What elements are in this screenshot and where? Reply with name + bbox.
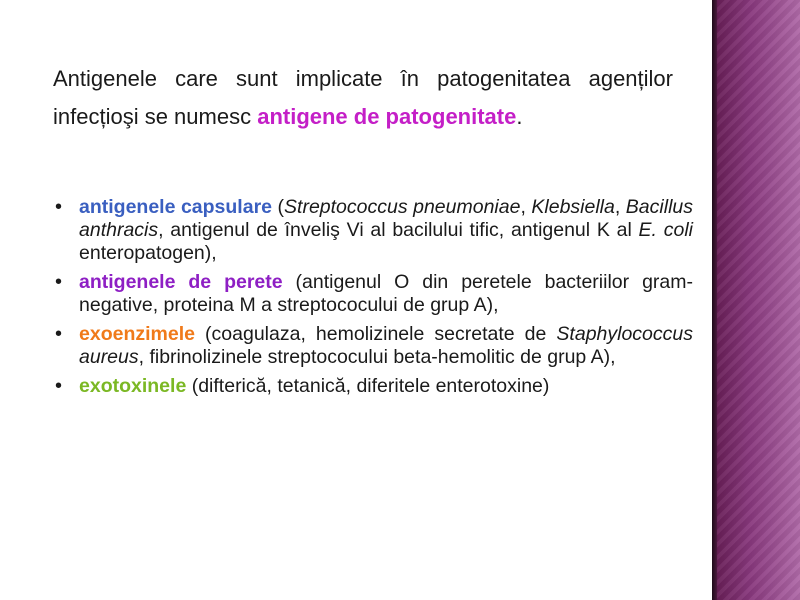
text-segment: , xyxy=(614,196,626,218)
species-name: Staphylococcus aureus xyxy=(79,323,693,368)
decorative-side-panel xyxy=(712,0,800,600)
term-exoenzymes: exoenzimele xyxy=(79,323,195,345)
text-segment: , antigenul de înveliş Vi al bacilului tific, antigenul K al xyxy=(158,219,639,241)
intro-highlight: antigene de patogenitate xyxy=(257,104,517,129)
species-name: Klebsiella xyxy=(531,196,615,218)
side-panel-edge xyxy=(712,0,717,600)
intro-paragraph xyxy=(53,60,673,136)
text-segment: , xyxy=(520,196,532,218)
species-name: E. coli xyxy=(638,219,693,241)
bullet-text: (antigenul O din peretele bacteriilor gram-negative, proteina M a streptococului de grup A), xyxy=(79,271,693,316)
bullet-item-capsular xyxy=(53,196,693,265)
species-name: Streptococcus pneumoniae xyxy=(284,196,521,218)
intro-end: . xyxy=(516,104,523,129)
bullet-dot: • xyxy=(55,323,63,345)
bullet-text: (difterică, tetanică, diferitele enterotoxine) xyxy=(186,375,550,397)
term-capsular: antigenele capsulare xyxy=(79,196,273,218)
bullet-list xyxy=(53,196,693,404)
text-segment: , fibrinolizinele streptococului beta-hemolitic de grup A), xyxy=(138,346,616,368)
text-segment: (coagulaza, hemolizinele secretate de xyxy=(194,323,557,345)
bullet-item-exotoxins xyxy=(53,375,693,398)
term-wall: antigenele de perete xyxy=(79,271,283,293)
text-segment: ( xyxy=(272,196,285,218)
text-segment: enteropatogen), xyxy=(79,242,217,264)
species-name: Bacillus anthracis xyxy=(79,196,693,241)
bullet-dot: • xyxy=(55,271,63,293)
bullet-dot: • xyxy=(55,375,63,397)
bullet-item-exoenzymes xyxy=(53,323,693,369)
side-panel-texture xyxy=(712,0,800,600)
intro-text: Antigenele care sunt implicate în patogenitatea agenților infecțioşi se numesc xyxy=(53,66,673,129)
bullet-item-wall xyxy=(53,271,693,317)
term-exotoxins: exotoxinele xyxy=(79,375,187,397)
bullet-dot: • xyxy=(55,196,63,218)
